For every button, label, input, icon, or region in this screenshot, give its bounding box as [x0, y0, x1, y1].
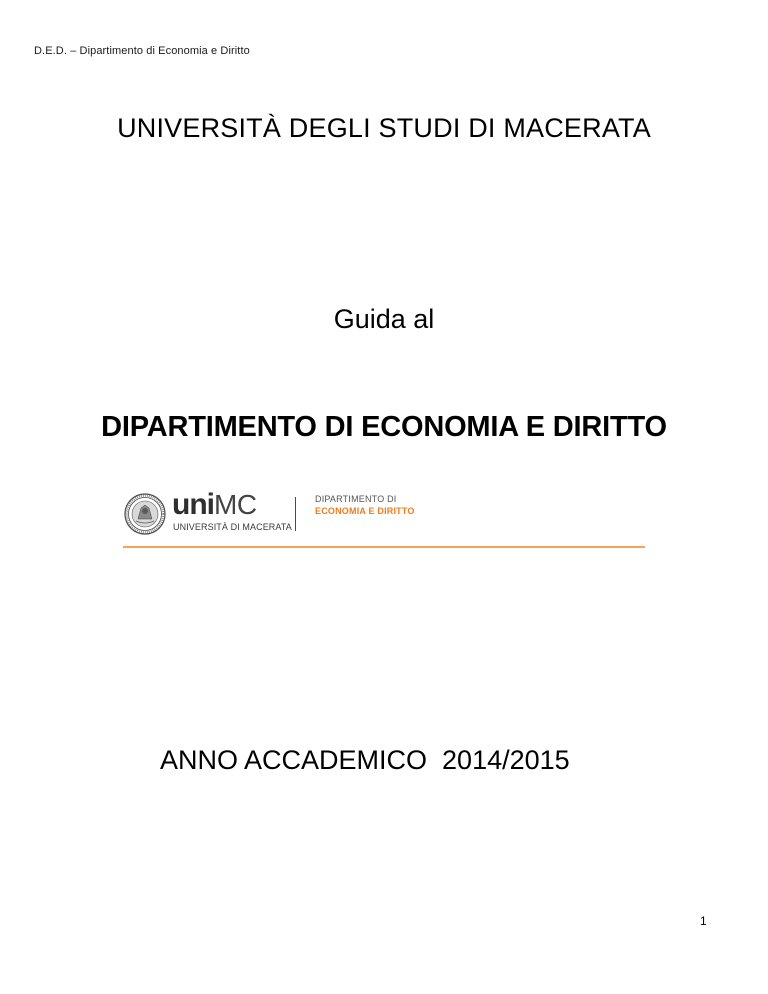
academic-year: ANNO ACCADEMICO 2014/2015 [160, 745, 570, 775]
logo-orange-rule [123, 546, 645, 548]
logo-department-line2: ECONOMIA E DIRITTO [315, 506, 415, 516]
university-title: UNIVERSITÀ DEGLI STUDI DI MACERATA [117, 113, 651, 143]
guide-heading: Guida al [333, 304, 435, 334]
logo-university-subtitle: UNIVERSITÀ DI MACERATA [173, 522, 292, 532]
unimc-wordmark [172, 490, 257, 520]
wordmark-bold-part: uni [172, 488, 214, 521]
wordmark-light-part: MC [214, 489, 257, 520]
running-header: D.E.D. – Dipartimento di Economia e Diritto [34, 45, 250, 57]
page-number: 1 [700, 914, 707, 928]
department-logo [120, 490, 650, 550]
logo-divider [295, 497, 296, 531]
logo-department-line1: DIPARTIMENTO DI [315, 494, 397, 504]
department-title: DIPARTIMENTO DI ECONOMIA E DIRITTO [101, 411, 667, 443]
university-seal-icon [124, 493, 166, 535]
